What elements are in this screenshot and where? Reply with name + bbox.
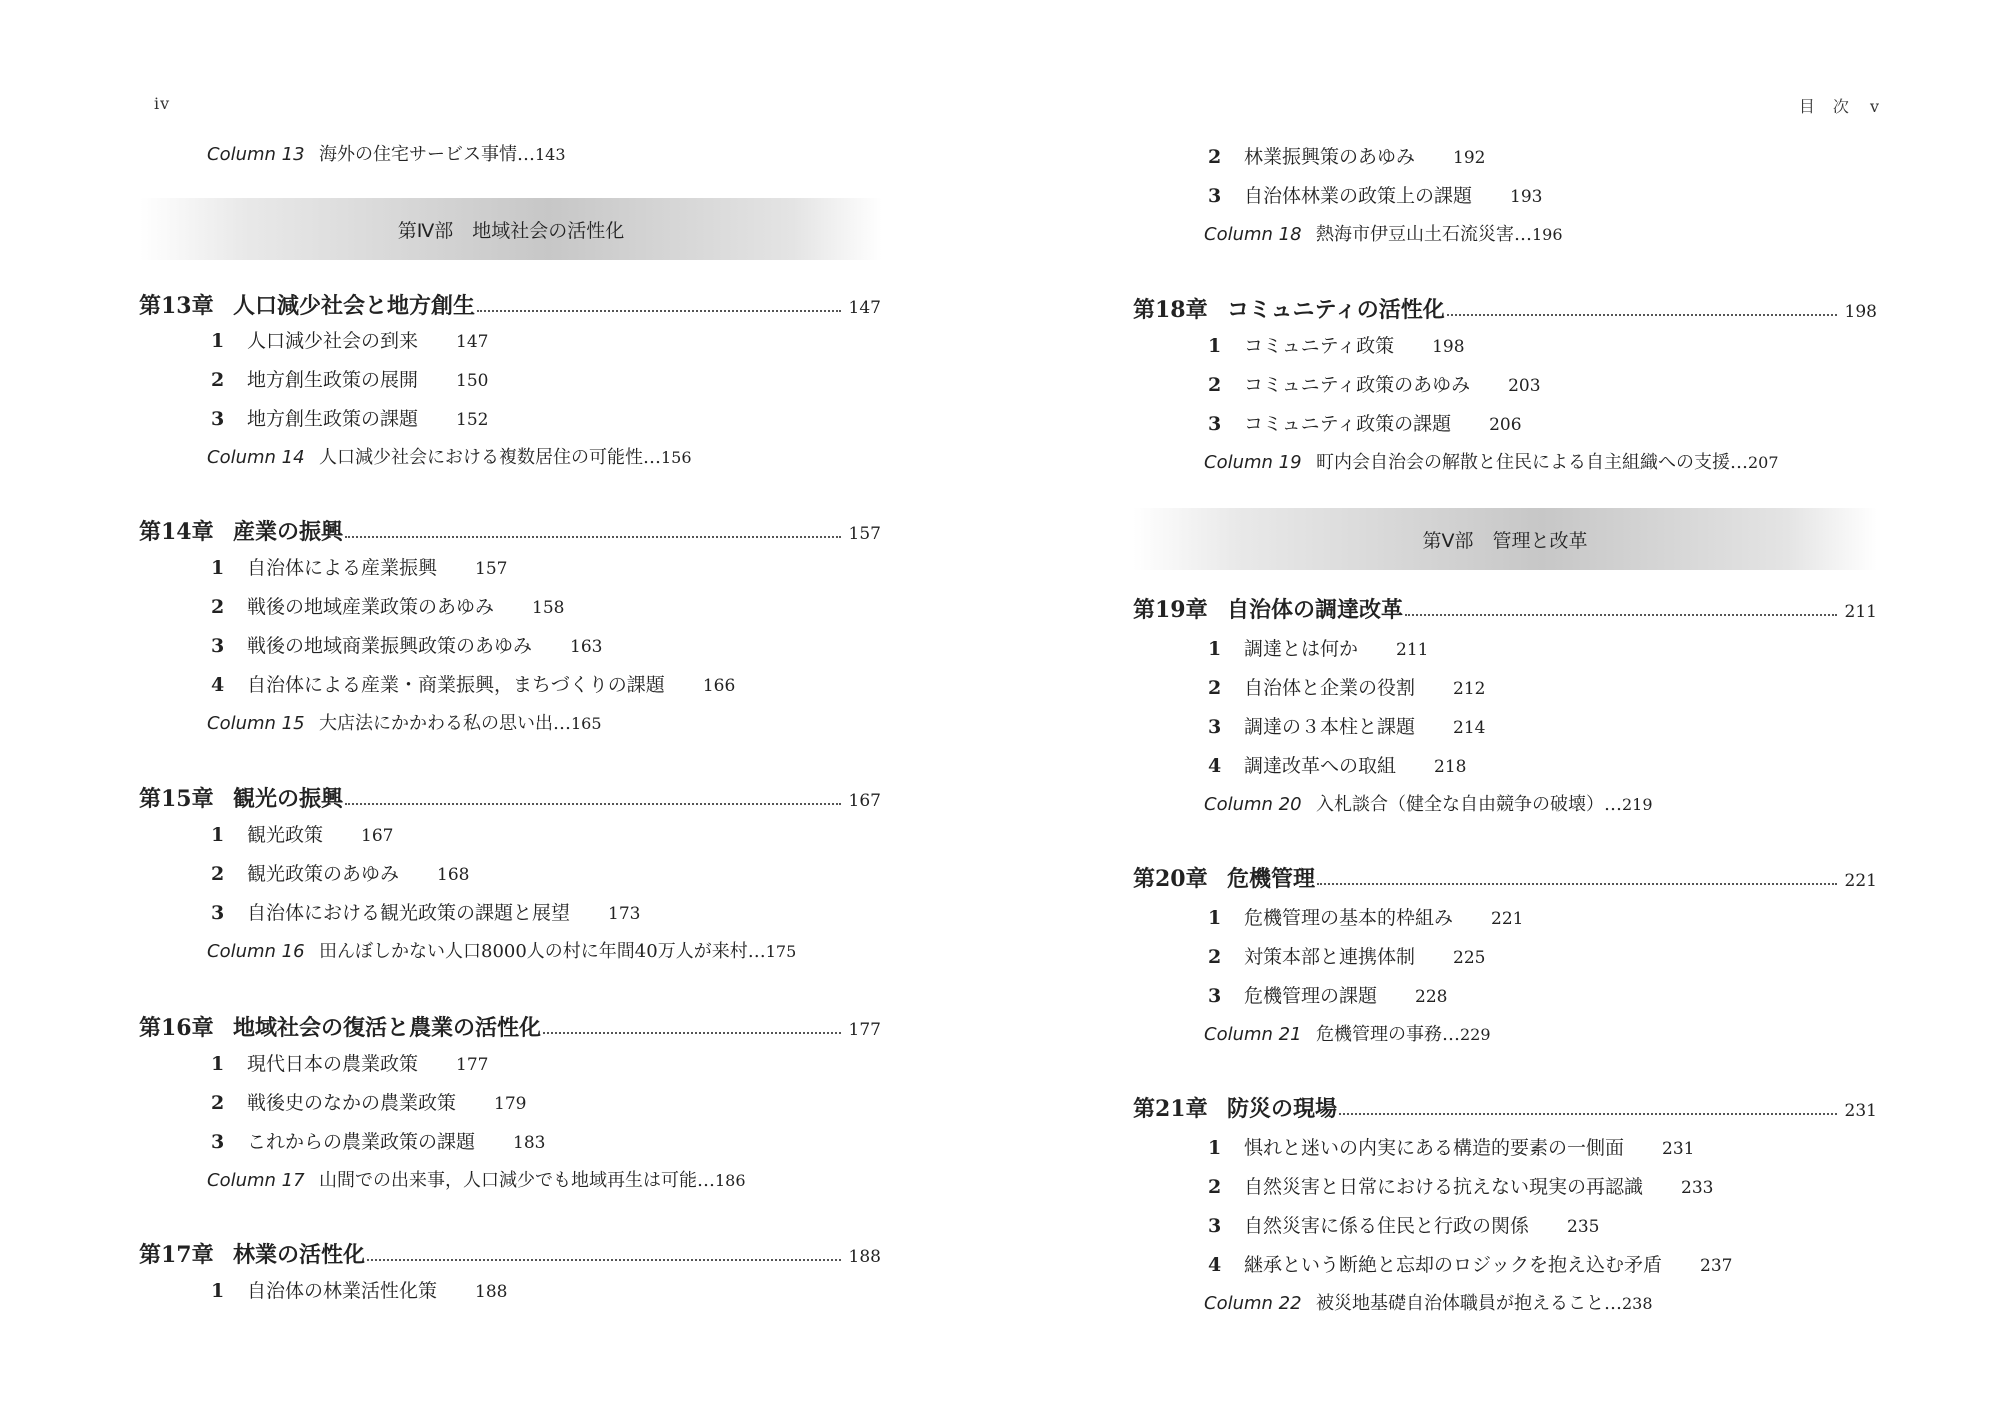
column-entry[interactable]: Column 15 大店法にかかわる私の思い出…165	[207, 709, 602, 739]
column-page: 175	[765, 942, 797, 961]
section-number: 1	[1208, 907, 1222, 929]
section-number: 4	[211, 674, 225, 696]
dot-leader	[543, 1032, 841, 1034]
column-entry[interactable]: Column 13 海外の住宅サービス事情…143	[207, 140, 566, 170]
section-page: 173	[608, 904, 641, 924]
section-page: 166	[702, 676, 736, 696]
section-entry[interactable]	[211, 404, 488, 434]
section-entry[interactable]	[211, 592, 564, 622]
section-page: 198	[1432, 337, 1465, 357]
column-entry[interactable]: Column 21 危機管理の事務…229	[1204, 1020, 1491, 1050]
chapter-number: 第15章	[139, 786, 214, 812]
section-title: コミュニティ政策	[1244, 335, 1395, 357]
section-number: 2	[1208, 946, 1222, 968]
section-entry[interactable]	[211, 1049, 488, 1079]
section-title: 調達とは何か	[1244, 638, 1359, 660]
column-title: 大店法にかかわる私の思い出	[319, 713, 553, 734]
section-title: 危機管理の課題	[1244, 985, 1378, 1007]
section-number: 3	[211, 635, 225, 657]
section-entry[interactable]	[211, 365, 488, 395]
chapter-title: 観光の振興	[233, 786, 344, 812]
column-title: 熱海市伊豆山土石流災害	[1316, 224, 1514, 245]
chapter-number: 第19章	[1133, 597, 1208, 623]
chapter-page: 167	[848, 791, 881, 811]
section-number: 2	[211, 863, 225, 885]
section-entry[interactable]	[1208, 634, 1428, 664]
section-page: 167	[361, 826, 394, 846]
column-page: 156	[661, 448, 692, 467]
column-page: 196	[1532, 225, 1563, 244]
column-label: Column 21	[1204, 1024, 1302, 1045]
section-number: 2	[1208, 374, 1222, 396]
chapter-number: 第20章	[1133, 866, 1208, 892]
column-entry[interactable]: Column 16 田んぼしかない人口8000人の村に年間40万人が来村…175	[207, 937, 796, 967]
dot-leader	[345, 536, 841, 538]
column-label: Column 14	[207, 447, 305, 468]
chapter-entry[interactable]	[1133, 1091, 1877, 1123]
section-title: 戦後の地域商業振興政策のあゆみ	[247, 635, 533, 657]
chapter-page: 147	[848, 298, 881, 318]
section-entry[interactable]	[1208, 1211, 1599, 1241]
chapter-title: コミュニティの活性化	[1227, 297, 1445, 323]
page-number-left: iv	[154, 94, 171, 113]
column-page: 219	[1622, 795, 1653, 814]
dot-leader	[367, 1259, 841, 1261]
section-number: 2	[211, 1092, 225, 1114]
section-page: 228	[1415, 987, 1448, 1007]
column-label: Column 19	[1204, 452, 1302, 473]
section-entry[interactable]	[1208, 712, 1485, 742]
column-page: 207	[1748, 453, 1779, 472]
section-entry[interactable]	[1208, 673, 1485, 703]
section-number: 1	[1208, 638, 1222, 660]
section-number: 1	[211, 1280, 225, 1302]
chapter-entry[interactable]	[139, 1237, 881, 1269]
section-entry[interactable]	[211, 326, 488, 356]
part-banner	[140, 198, 882, 260]
section-entry[interactable]	[1208, 181, 1542, 211]
section-page: 214	[1453, 718, 1486, 738]
section-entry[interactable]	[1208, 1172, 1713, 1202]
section-entry[interactable]	[1208, 1250, 1732, 1280]
section-number: 3	[211, 408, 225, 430]
column-title: 人口減少社会における複数居住の可能性	[319, 447, 643, 468]
section-page: 158	[532, 598, 565, 618]
column-label: Column 20	[1204, 794, 1302, 815]
section-entry[interactable]	[211, 670, 735, 700]
section-title: 自治体の林業活性化策	[247, 1280, 438, 1302]
section-page: 147	[456, 332, 489, 352]
column-page: 165	[571, 714, 602, 733]
part-title: 第Ⅴ部 管理と改革	[1422, 529, 1588, 552]
chapter-number: 第13章	[139, 293, 214, 319]
chapter-page: 157	[848, 524, 881, 544]
right-page	[1000, 0, 2000, 1414]
chapter-page: 211	[1844, 602, 1877, 622]
section-entry[interactable]	[1208, 942, 1485, 972]
chapter-page: 177	[848, 1020, 881, 1040]
section-title: 戦後史のなかの農業政策	[247, 1092, 457, 1114]
section-page: 157	[475, 559, 508, 579]
dot-leader	[477, 310, 841, 312]
section-page: 211	[1396, 640, 1429, 660]
column-entry[interactable]: Column 14 人口減少社会における複数居住の可能性…156	[207, 443, 692, 473]
chapter-page: 188	[848, 1247, 881, 1267]
section-title: 自治体による産業・商業振興，まちづくりの課題	[247, 674, 665, 696]
section-number: 3	[211, 902, 225, 924]
section-title: 自治体における観光政策の課題と展望	[247, 902, 571, 924]
page-number-right: 目 次 v	[1798, 97, 1880, 116]
chapter-entry[interactable]	[139, 514, 881, 546]
column-label: Column 15	[207, 713, 305, 734]
section-page: 193	[1510, 187, 1543, 207]
section-number: 2	[1208, 677, 1222, 699]
chapter-entry[interactable]	[139, 288, 881, 320]
section-entry[interactable]	[1208, 1133, 1694, 1163]
section-number: 4	[1208, 755, 1222, 777]
section-entry[interactable]	[211, 820, 393, 850]
chapter-title: 危機管理	[1227, 866, 1316, 892]
section-number: 3	[1208, 185, 1222, 207]
chapter-title: 人口減少社会と地方創生	[233, 293, 476, 319]
column-title: 海外の住宅サービス事情	[319, 144, 517, 165]
section-entry[interactable]	[1208, 370, 1541, 400]
column-page: 143	[535, 145, 566, 164]
section-title: 継承という断絶と忘却のロジックを抱え込む矛盾	[1244, 1254, 1663, 1276]
section-number: 1	[211, 557, 225, 579]
chapter-number: 第14章	[139, 519, 214, 545]
section-number: 3	[211, 1131, 225, 1153]
dot-leader	[1405, 614, 1837, 616]
section-title: コミュニティ政策の課題	[1244, 413, 1452, 435]
section-number: 3	[1208, 1215, 1222, 1237]
column-page: 238	[1622, 1294, 1653, 1313]
section-entry[interactable]	[211, 631, 602, 661]
chapter-page: 198	[1844, 302, 1877, 322]
dot-leader	[1317, 883, 1837, 885]
section-entry[interactable]	[211, 1127, 545, 1157]
section-page: 177	[456, 1055, 489, 1075]
section-title: 自治体と企業の役割	[1244, 677, 1416, 699]
section-number: 3	[1208, 716, 1222, 738]
section-title: 危機管理の基本的枠組み	[1244, 907, 1454, 929]
column-label: Column 17	[207, 1170, 305, 1191]
section-title: コミュニティ政策のあゆみ	[1244, 374, 1471, 396]
section-page: 221	[1491, 909, 1524, 929]
chapter-title: 地域社会の復活と農業の活性化	[233, 1015, 542, 1041]
section-page: 183	[513, 1133, 546, 1153]
section-number: 4	[1208, 1254, 1222, 1276]
column-label: Column 13	[207, 144, 305, 165]
section-page: 188	[475, 1282, 508, 1302]
chapter-title: 林業の活性化	[233, 1242, 366, 1268]
section-title: 戦後の地域産業政策のあゆみ	[247, 596, 495, 618]
section-entry[interactable]	[1208, 981, 1447, 1011]
column-entry[interactable]: Column 20 入札談合（健全な自由競争の破壊）…219	[1204, 790, 1653, 820]
section-page: 233	[1681, 1178, 1714, 1198]
section-title: 惧れと迷いの内実にある構造的要素の一側面	[1244, 1137, 1625, 1159]
chapter-entry[interactable]	[139, 1010, 881, 1042]
section-title: 自然災害に係る住民と行政の関係	[1244, 1215, 1530, 1237]
section-page: 237	[1700, 1256, 1733, 1276]
chapter-number: 第16章	[139, 1015, 214, 1041]
section-title: 自治体による産業振興	[247, 557, 438, 579]
column-title: 被災地基礎自治体職員が抱えること	[1316, 1293, 1604, 1314]
column-title: 危機管理の事務	[1316, 1024, 1442, 1045]
section-page: 203	[1508, 376, 1541, 396]
section-number: 1	[1208, 335, 1222, 357]
column-entry[interactable]: Column 22 被災地基礎自治体職員が抱えること…238	[1204, 1289, 1653, 1319]
section-number: 3	[1208, 985, 1222, 1007]
section-page: 212	[1453, 679, 1486, 699]
section-title: 自然災害と日常における抗えない現実の再認識	[1244, 1176, 1644, 1198]
section-number: 2	[211, 369, 225, 391]
column-entry[interactable]: Column 17 山間での出来事，人口減少でも地域再生は可能…186	[207, 1166, 746, 1196]
section-title: 観光政策のあゆみ	[247, 863, 400, 885]
chapter-number: 第21章	[1133, 1096, 1208, 1122]
chapter-number: 第18章	[1133, 297, 1208, 323]
section-title: これからの農業政策の課題	[247, 1131, 476, 1153]
section-entry[interactable]	[1208, 331, 1465, 361]
section-title: 調達改革への取組	[1244, 755, 1397, 777]
section-entry[interactable]	[1208, 142, 1485, 172]
chapter-entry[interactable]	[139, 781, 881, 813]
column-label: Column 18	[1204, 224, 1302, 245]
section-title: 人口減少社会の到来	[247, 330, 419, 352]
chapter-title: 産業の振興	[233, 519, 344, 545]
chapter-entry[interactable]	[1133, 592, 1877, 624]
section-entry[interactable]	[211, 553, 507, 583]
section-page: 218	[1434, 757, 1467, 777]
chapter-page: 231	[1844, 1101, 1877, 1121]
section-number: 2	[211, 596, 225, 618]
section-entry[interactable]	[211, 898, 640, 928]
section-entry[interactable]	[211, 859, 469, 889]
section-page: 206	[1489, 415, 1522, 435]
chapter-entry[interactable]	[1133, 861, 1877, 893]
chapter-entry[interactable]	[1133, 292, 1877, 324]
column-page: 229	[1460, 1025, 1491, 1044]
section-page: 168	[437, 865, 470, 885]
dot-leader	[345, 803, 841, 805]
section-entry[interactable]	[211, 1088, 526, 1118]
section-title: 現代日本の農業政策	[247, 1053, 419, 1075]
section-number: 2	[1208, 146, 1222, 168]
column-entry[interactable]: Column 19 町内会自治会の解散と住民による自主組織への支援…207	[1204, 448, 1779, 478]
column-title: 町内会自治会の解散と住民による自主組織への支援	[1316, 452, 1730, 473]
section-title: 林業振興策のあゆみ	[1244, 146, 1416, 168]
section-page: 179	[494, 1094, 527, 1114]
section-page: 152	[456, 410, 489, 430]
section-entry[interactable]	[211, 1276, 507, 1306]
section-title: 自治体林業の政策上の課題	[1244, 185, 1473, 207]
section-page: 225	[1453, 948, 1486, 968]
section-number: 1	[211, 330, 225, 352]
chapter-number: 第17章	[139, 1242, 214, 1268]
section-title: 地方創生政策の展開	[247, 369, 419, 391]
column-label: Column 16	[207, 941, 305, 962]
column-label: Column 22	[1204, 1293, 1302, 1314]
dot-leader	[1447, 314, 1837, 316]
column-title: 田んぼしかない人口8000人の村に年間40万人が来村	[319, 941, 748, 962]
section-entry[interactable]	[1208, 751, 1466, 781]
section-number: 1	[211, 1053, 225, 1075]
section-number: 3	[1208, 413, 1222, 435]
column-title: 山間での出来事，人口減少でも地域再生は可能	[319, 1170, 697, 1191]
section-page: 150	[456, 371, 489, 391]
section-number: 2	[1208, 1176, 1222, 1198]
part-title: 第Ⅳ部 地域社会の活性化	[397, 219, 625, 242]
dot-leader	[1339, 1113, 1837, 1115]
section-page: 192	[1453, 148, 1486, 168]
chapter-title: 自治体の調達改革	[1227, 597, 1404, 623]
section-entry[interactable]	[1208, 409, 1522, 439]
section-title: 調達の３本柱と課題	[1244, 716, 1416, 738]
section-title: 対策本部と連携体制	[1244, 946, 1416, 968]
column-entry[interactable]: Column 18 熱海市伊豆山土石流災害…196	[1204, 220, 1563, 250]
section-title: 地方創生政策の課題	[247, 408, 419, 430]
section-page: 163	[570, 637, 603, 657]
section-entry[interactable]	[1208, 903, 1523, 933]
column-title: 入札談合（健全な自由競争の破壊）	[1316, 794, 1604, 815]
chapter-title: 防災の現場	[1227, 1096, 1338, 1122]
section-number: 1	[1208, 1137, 1222, 1159]
column-page: 186	[715, 1171, 746, 1190]
chapter-page: 221	[1844, 871, 1877, 891]
section-page: 235	[1567, 1217, 1600, 1237]
section-title: 観光政策	[247, 824, 324, 846]
part-banner	[1133, 508, 1877, 570]
section-page: 231	[1662, 1139, 1695, 1159]
section-number: 1	[211, 824, 225, 846]
